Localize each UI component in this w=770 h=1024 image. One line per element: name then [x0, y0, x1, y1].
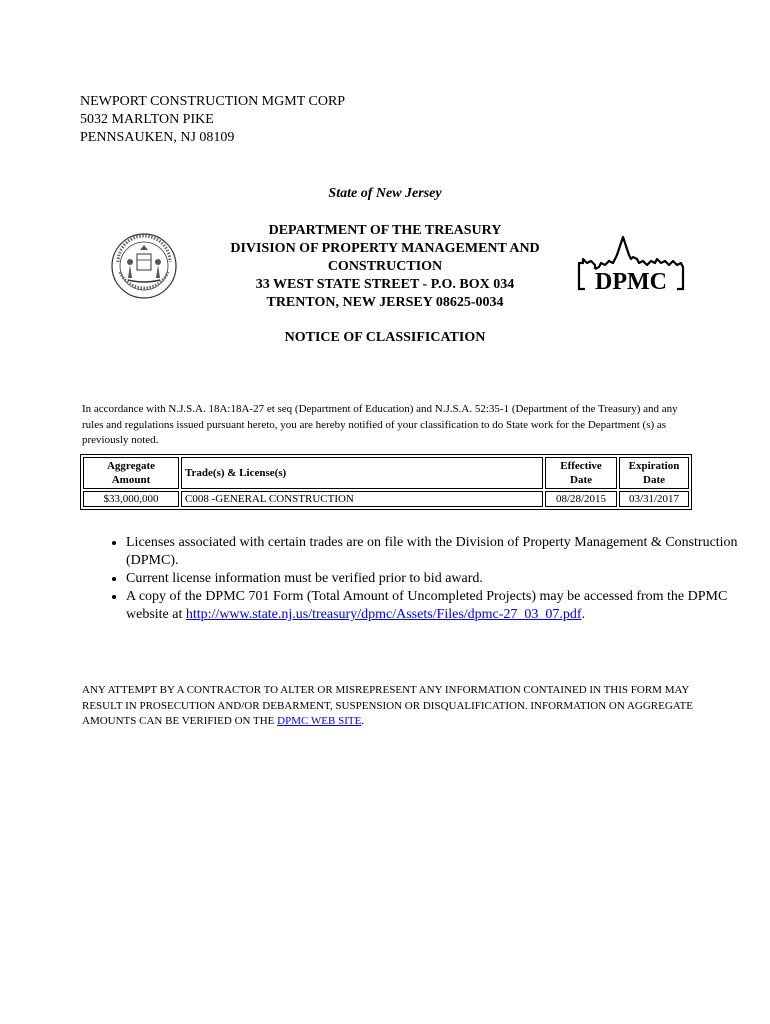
warning-text: ANY ATTEMPT BY A CONTRACTOR TO ALTER OR MISREPRESENT ANY INFORMATION CONTAINED IN THIS FORM MAY RESULT IN PROSECUTION AND/OR DEBARMENT, SUSPENSION OR DISQUALIFICATION. INFORMATION ON AGGREGATE AMOUNTS CAN BE VERIFIED ON THE — [82, 684, 693, 727]
dpmc-website-link[interactable]: DPMC WEB SITE — [277, 715, 362, 727]
cell-trade-license: C008 -GENERAL CONSTRUCTION — [181, 491, 543, 507]
intro-paragraph: In accordance with N.J.S.A. 18A:18A-27 et seq (Department of Education) and N.J.S.A. 52:35-1 (Department of the Treasury) and any rules and regulations issued pursuant hereto, you are hereby notified of your classification to do State work for the Department (s) as previously noted. — [82, 403, 678, 446]
list-item: • Licenses associated with certain trades are on file with the Division of Property Management & Construction (DPMC). — [126, 534, 738, 570]
table-header-row — [83, 457, 689, 489]
header-aggregate-amount: Aggregate Amount — [83, 457, 179, 489]
cell-aggregate-amount: $33,000,000 — [83, 491, 179, 507]
classification-table — [80, 454, 692, 510]
state-title: State of New Jersey — [328, 186, 442, 201]
department-block — [200, 222, 570, 312]
address-line-company: NEWPORT CONSTRUCTION MGMT CORP — [80, 94, 346, 109]
dpmc-701-form-link[interactable]: http://www.state.nj.us/treasury/dpmc/Assets/Files/dpmc-27_03_07.pdf — [185, 607, 582, 622]
list-item: • A copy of the DPMC 701 Form (Total Amount of Uncompleted Projects) may be accessed from the DPMC website at http://www.state.nj.us/treasury/dpmc/Assets/Files/dpmc-27_03_07.pdf. — [126, 588, 738, 624]
warning-notice: ANY ATTEMPT BY A CONTRACTOR TO ALTER OR MISREPRESENT ANY INFORMATION CONTAINED IN THIS FORM MAY RESULT IN PROSECUTION AND/OR DEBARMENT, SUSPENSION OR DISQUALIFICATION. INFORMATION ON AGGREGATE AMOUNTS CAN BE VERIFIED ON THE DPMC WEB SITE. — [82, 684, 693, 727]
header-trades-licenses: Trade(s) & License(s) — [181, 457, 543, 489]
dpmc-logo — [575, 233, 687, 297]
cell-effective-date: 08/28/2015 — [545, 491, 617, 507]
department-street: 33 WEST STATE STREET - P.O. BOX 034 — [255, 277, 515, 292]
dpmc-logo-text: DPMC — [595, 269, 667, 295]
address-line-city: PENNSAUKEN, NJ 08109 — [80, 130, 235, 145]
header-effective-date: Effective Date — [545, 457, 617, 489]
header-expiration-date: Expiration Date — [619, 457, 689, 489]
address-line-street: 5032 MARLTON PIKE — [80, 112, 214, 127]
list-item-text: A copy of the DPMC 701 Form (Total Amount of Uncompleted Projects) may be accessed from the DPMC website at — [126, 589, 728, 622]
notes-list — [80, 534, 738, 624]
division-name-line1: DIVISION OF PROPERTY MANAGEMENT AND — [230, 241, 540, 256]
department-city: TRENTON, NEW JERSEY 08625-0034 — [266, 295, 504, 310]
cell-expiration-date: 03/31/2017 — [619, 491, 689, 507]
recipient-address — [80, 93, 345, 147]
table-row — [83, 491, 689, 507]
nj-state-seal-icon — [110, 232, 178, 300]
list-item: • Current license information must be verified prior to bid award. — [126, 570, 738, 588]
division-name-line2: CONSTRUCTION — [327, 259, 443, 274]
notice-title: NOTICE OF CLASSIFICATION — [284, 330, 486, 345]
department-name: DEPARTMENT OF THE TREASURY — [268, 223, 502, 238]
